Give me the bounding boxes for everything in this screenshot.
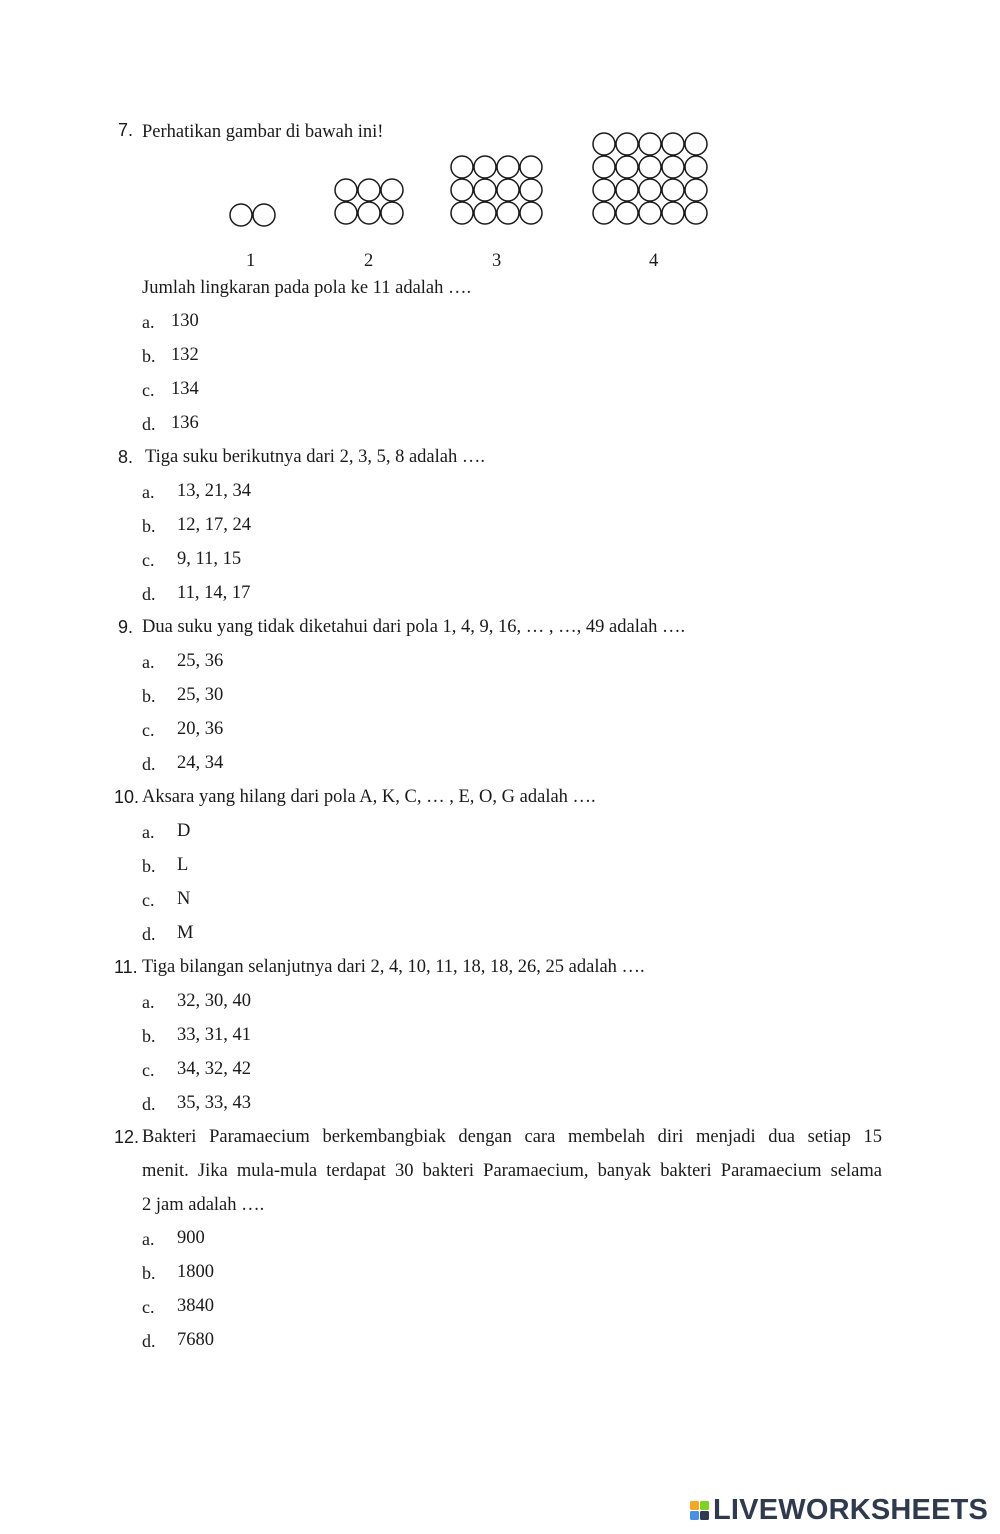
q8-option-d-letter: d. <box>142 584 156 604</box>
q12-option-b-text[interactable]: 1800 <box>177 1262 214 1282</box>
figure-label-4: 4 <box>649 251 659 271</box>
q11-option-a-letter: a. <box>142 992 155 1012</box>
q11-option-d-letter: d. <box>142 1094 156 1114</box>
q12-option-b-letter: b. <box>142 1263 156 1283</box>
question-11-number: 11. <box>114 957 138 977</box>
q7-option-c-letter: c. <box>142 380 155 400</box>
q9-option-c-text[interactable]: 20, 36 <box>177 719 224 739</box>
q11-option-a-text[interactable]: 32, 30, 40 <box>177 991 251 1011</box>
question-8-text: Tiga suku berikutnya dari 2, 3, 5, 8 adalah …. <box>145 447 485 467</box>
q9-option-b-letter: b. <box>142 686 156 706</box>
question-7-number: 7. <box>118 120 134 140</box>
question-12-line-1: Bakteri Paramaecium berkembangbiak dengan cara membelah diri menjadi dua setiap 15 <box>142 1127 882 1147</box>
q8-option-c-letter: c. <box>142 550 155 570</box>
q10-option-a-text[interactable]: D <box>177 821 191 841</box>
figure-label-2: 2 <box>364 251 374 271</box>
question-10-text: Aksara yang hilang dari pola A, K, C, … , E, O, G adalah …. <box>142 787 596 807</box>
question-9-text: Dua suku yang tidak diketahui dari pola 1, 4, 9, 16, … , …, 49 adalah …. <box>142 617 686 637</box>
question-12-line-2: menit. Jika mula-mula terdapat 30 bakteri Paramaecium, banyak bakteri Paramaecium selama <box>142 1161 882 1181</box>
q7-option-d-text[interactable]: 136 <box>171 413 199 433</box>
q12-option-a-letter: a. <box>142 1229 155 1249</box>
q11-option-c-letter: c. <box>142 1060 155 1080</box>
pattern-3-circles <box>451 156 542 224</box>
liveworksheets-logo[interactable] <box>690 1494 988 1527</box>
question-12-line-3: 2 jam adalah …. <box>142 1195 265 1215</box>
q10-option-a-letter: a. <box>142 822 155 842</box>
q8-option-b-text[interactable]: 12, 17, 24 <box>177 515 251 535</box>
q7-option-b-letter: b. <box>142 346 156 366</box>
q8-option-a-letter: a. <box>142 482 155 502</box>
figure-label-1: 1 <box>246 251 256 271</box>
question-8-number: 8. <box>118 447 134 467</box>
q9-option-a-text[interactable]: 25, 36 <box>177 651 224 671</box>
q11-option-d-text[interactable]: 35, 33, 43 <box>177 1093 251 1113</box>
q9-option-b-text[interactable]: 25, 30 <box>177 685 224 705</box>
q8-option-a-text[interactable]: 13, 21, 34 <box>177 481 251 501</box>
pattern-2-circles <box>335 179 403 224</box>
liveworksheets-logo-text: LIVEWORKSHEETS <box>713 1494 989 1526</box>
question-9-number: 9. <box>118 617 134 637</box>
q11-option-b-text[interactable]: 33, 31, 41 <box>177 1025 251 1045</box>
q7-option-a-text[interactable]: 130 <box>171 311 199 331</box>
logo-square-1 <box>690 1501 699 1510</box>
pattern-4-circles <box>593 133 707 224</box>
q8-option-b-letter: b. <box>142 516 156 536</box>
q7-option-a-letter: a. <box>142 312 155 332</box>
q12-option-d-letter: d. <box>142 1331 156 1351</box>
q8-option-c-text[interactable]: 9, 11, 15 <box>177 549 242 569</box>
q12-option-c-letter: c. <box>142 1297 155 1317</box>
q10-option-c-text[interactable]: N <box>177 889 191 909</box>
q10-option-c-letter: c. <box>142 890 155 910</box>
q11-option-b-letter: b. <box>142 1026 156 1046</box>
q11-option-c-text[interactable]: 34, 32, 42 <box>177 1059 251 1079</box>
logo-square-3 <box>690 1511 699 1520</box>
q9-option-a-letter: a. <box>142 652 155 672</box>
q10-option-d-letter: d. <box>142 924 156 944</box>
q7-option-d-letter: d. <box>142 414 156 434</box>
q12-option-a-text[interactable]: 900 <box>177 1228 205 1248</box>
question-7-text: Jumlah lingkaran pada pola ke 11 adalah …. <box>142 278 472 298</box>
question-10-number: 10. <box>114 787 140 807</box>
q9-option-d-letter: d. <box>142 754 156 774</box>
q10-option-b-text[interactable]: L <box>177 855 189 875</box>
q10-option-d-text[interactable]: M <box>177 923 194 943</box>
q7-option-c-text[interactable]: 134 <box>171 379 199 399</box>
liveworksheets-logo-icon <box>690 1501 709 1520</box>
q9-option-d-text[interactable]: 24, 34 <box>177 753 224 773</box>
q12-option-d-text[interactable]: 7680 <box>177 1330 214 1350</box>
figure-label-3: 3 <box>492 251 502 271</box>
circle-pattern-figure <box>0 0 1000 240</box>
logo-square-2 <box>700 1501 709 1510</box>
q9-option-c-letter: c. <box>142 720 155 740</box>
logo-square-4 <box>700 1511 709 1520</box>
q12-option-c-text[interactable]: 3840 <box>177 1296 214 1316</box>
question-11-text: Tiga bilangan selanjutnya dari 2, 4, 10, 11, 18, 18, 26, 25 adalah …. <box>142 957 645 977</box>
question-12-number: 12. <box>114 1127 140 1147</box>
q7-option-b-text[interactable]: 132 <box>171 345 199 365</box>
pattern-1-circles <box>230 204 275 226</box>
q8-option-d-text[interactable]: 11, 14, 17 <box>177 583 251 603</box>
question-7-prompt: Perhatikan gambar di bawah ini! <box>142 122 384 142</box>
q10-option-b-letter: b. <box>142 856 156 876</box>
